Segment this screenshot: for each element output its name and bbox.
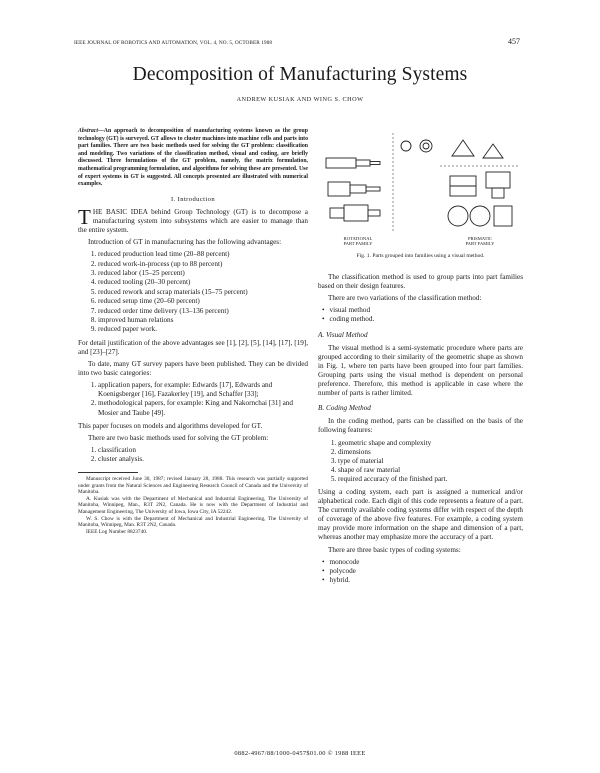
- paper-title: Decomposition of Manufacturing Systems: [132, 64, 468, 85]
- footnote-kusiak: A. Kusiak was with the Department of Mechanical and Industrial Engineering, The University of Manitoba, Winnipeg, Man., R3T 2N2, Canada. He is now with the Department of Industrial and Management Engineering, The University of Iowa, Iowa City, IA 52242.: [78, 495, 308, 515]
- figure-caption: Fig. 1. Parts grouped into families using a visual method.: [356, 253, 485, 259]
- abstract-label: Abstract: [78, 128, 98, 134]
- list-item: 2. methodological papers, for example: King and Nakornchai [31] and Mosier and Taube [49].: [98, 399, 308, 417]
- left-column: [78, 128, 308, 535]
- footnote-log-number: IEEE Log Number 8823740.: [86, 528, 148, 535]
- section-a-heading: A. Visual Method: [318, 330, 368, 339]
- list-item: 5. required accuracy of the finished part.: [338, 475, 523, 484]
- paper-authors: ANDREW KUSIAK AND WING S. CHOW: [236, 96, 364, 103]
- list-item: 2. cluster analysis.: [98, 455, 308, 464]
- rotational-part-c: [330, 205, 380, 221]
- features-list: [318, 439, 523, 484]
- methods-list: [78, 446, 308, 464]
- prismatic-part-a: [450, 176, 476, 196]
- part-families-drawing: [318, 128, 523, 250]
- rotational-family-label: ROTATIONAL PART FAMILY: [343, 236, 373, 246]
- list-item: 7. reduced order time delivery (13–136 percent): [98, 307, 308, 316]
- copyright-line: 0882-4967/88/1000-0457$01.00 © 1988 IEEE: [234, 750, 366, 757]
- list-item: 5. reduced rework and scrap materials (15–75 percent): [98, 288, 308, 297]
- list-item: 2. dimensions: [338, 448, 523, 457]
- disc-part-1: [448, 206, 468, 226]
- section-b-paragraph: In the coding method, parts can be classified on the basis of the following features:: [318, 417, 523, 435]
- prismatic-part-b: [486, 172, 510, 198]
- right-paragraph-1: The classification method is used to group parts into part families based on their design features.: [318, 273, 523, 291]
- intro-heading: I. Introduction: [170, 195, 216, 203]
- list-item: 1. application papers, for example: Edwards [17], Edwards and Koenigsberger [16], Fazakerley [19], and Schaffer [33];: [98, 381, 308, 399]
- list-item: 3. reduced labor (15–25 percent): [98, 269, 308, 278]
- running-head: IEEE JOURNAL OF ROBOTICS AND AUTOMATION, VOL. 4, NO. 5, OCTOBER 1988: [74, 40, 273, 46]
- page-number: 457: [508, 37, 520, 46]
- list-item: 2. reduced work-in-process (up to 88 percent): [98, 260, 308, 269]
- triangle-part-2: [483, 144, 503, 158]
- list-item: 8. improved human relations: [98, 316, 308, 325]
- list-item: • monocode: [332, 558, 523, 567]
- ring-part-small: [401, 141, 411, 151]
- section-a-paragraph: The visual method is a semi-systematic procedure where parts are grouped according to their similarity of the geometric shape as shown in Fig. 1, where ten parts have been grouped into four part families. Grouping parts using the visual method is dependent on personal preference. Therefore, this method is applicable in case where the number of parts is rather limited.: [318, 343, 523, 398]
- footnote-manuscript: Manuscript received June 30, 1987; revised January 28, 1988. This research was partially supported under grants from the Natural Sciences and Engineering Research Council of Canada and the University of Manitoba.: [78, 476, 308, 496]
- list-item: 1. reduced production lead time (20–88 percent): [98, 250, 308, 259]
- intro-paragraph-1: [78, 204, 308, 235]
- intro-paragraph-3: For detail justification of the above advantages see [1], [2], [5], [14], [17], [19], and [23]–[27].: [78, 338, 308, 356]
- block-part: [494, 206, 512, 226]
- rotational-part-b: [328, 182, 380, 196]
- right-column: [318, 128, 523, 589]
- intro-paragraph-6: There are two basic methods used for solving the GT problem:: [88, 433, 269, 442]
- ring-part-large: [420, 140, 432, 152]
- list-item: 9. reduced paper work.: [98, 325, 308, 334]
- categories-list: [78, 381, 308, 417]
- triangle-part-1: [452, 140, 474, 156]
- drop-cap: T: [78, 204, 91, 229]
- list-item: 1. geometric shape and complexity: [338, 439, 523, 448]
- intro-paragraph-2: Introduction of GT in manufacturing has the following advantages:: [88, 238, 282, 247]
- list-item: 3. type of material: [338, 457, 523, 466]
- figure-1: [318, 128, 523, 250]
- section-b-heading: B. Coding Method: [318, 404, 371, 413]
- right-paragraph-2: There are two variations of the classification method:: [328, 294, 482, 303]
- footnote-chow: W. S. Chow is with the Department of Mechanical and Industrial Engineering, The University of Manitoba, Winnipeg, Man. R3T 2N2, Canada.: [78, 515, 308, 529]
- list-item: 6. reduced setup time (20–60 percent): [98, 297, 308, 306]
- list-item: • polycode: [332, 567, 523, 576]
- prismatic-family-label: PRISMATIC PART FAMILY: [465, 236, 495, 246]
- list-item: • hybrid.: [332, 576, 523, 585]
- advantages-list: [78, 250, 308, 335]
- footnotes: [78, 476, 308, 535]
- list-item: • coding method.: [332, 315, 523, 324]
- abstract: [78, 128, 308, 189]
- list-item: 4. reduced tooling (20–30 percent): [98, 278, 308, 287]
- list-item: 4. shape of raw material: [338, 466, 523, 475]
- right-paragraph-4: There are three basic types of coding systems:: [328, 545, 461, 554]
- list-item: 1. classification: [98, 446, 308, 455]
- rotational-part-a: [326, 158, 380, 168]
- right-paragraph-3: Using a coding system, each part is assigned a numerical and/or alphabetical code. Each digit of this code represents a feature of a part. The currently available coding systems differ with respect of the depth of coverage of the above five features. For example, a coding system may provide more information on the shape and dimension of a part, whereas another may emphasize more the accuracy of a part.: [318, 487, 523, 542]
- disc-part-2: [470, 206, 490, 226]
- classification-variations-list: [318, 306, 523, 324]
- ring-part-hole: [423, 143, 429, 149]
- intro-p1-text: HE BASIC IDEA behind Group Technology (GT) is to decompose a manufacturing system into subsystems which are easier to manage than the entire system.: [78, 207, 308, 235]
- abstract-text: —An approach to decomposition of manufacturing systems known as the group technology (GT) is surveyed. GT allows to cluster machines into machine cells and parts into part families. There are two basic methods used for solving the GT problem: classification and modeling. Two variations of the classification method, visual and coding, are briefly discussed. Three formulations of the GT problem, namely, the matrix formulation, mathematical programming formulation, and algorithms for solving these are presented. Use of expert systems in GT is suggested. All concepts presented are illustrated with numerical examples.: [78, 128, 308, 188]
- list-item: • visual method: [332, 306, 523, 315]
- coding-types-list: [318, 558, 523, 585]
- intro-paragraph-5: This paper focuses on models and algorithms developed for GT.: [78, 421, 263, 430]
- intro-paragraph-4: To date, many GT survey papers have been published. They can be divided into two basic categories:: [78, 360, 308, 378]
